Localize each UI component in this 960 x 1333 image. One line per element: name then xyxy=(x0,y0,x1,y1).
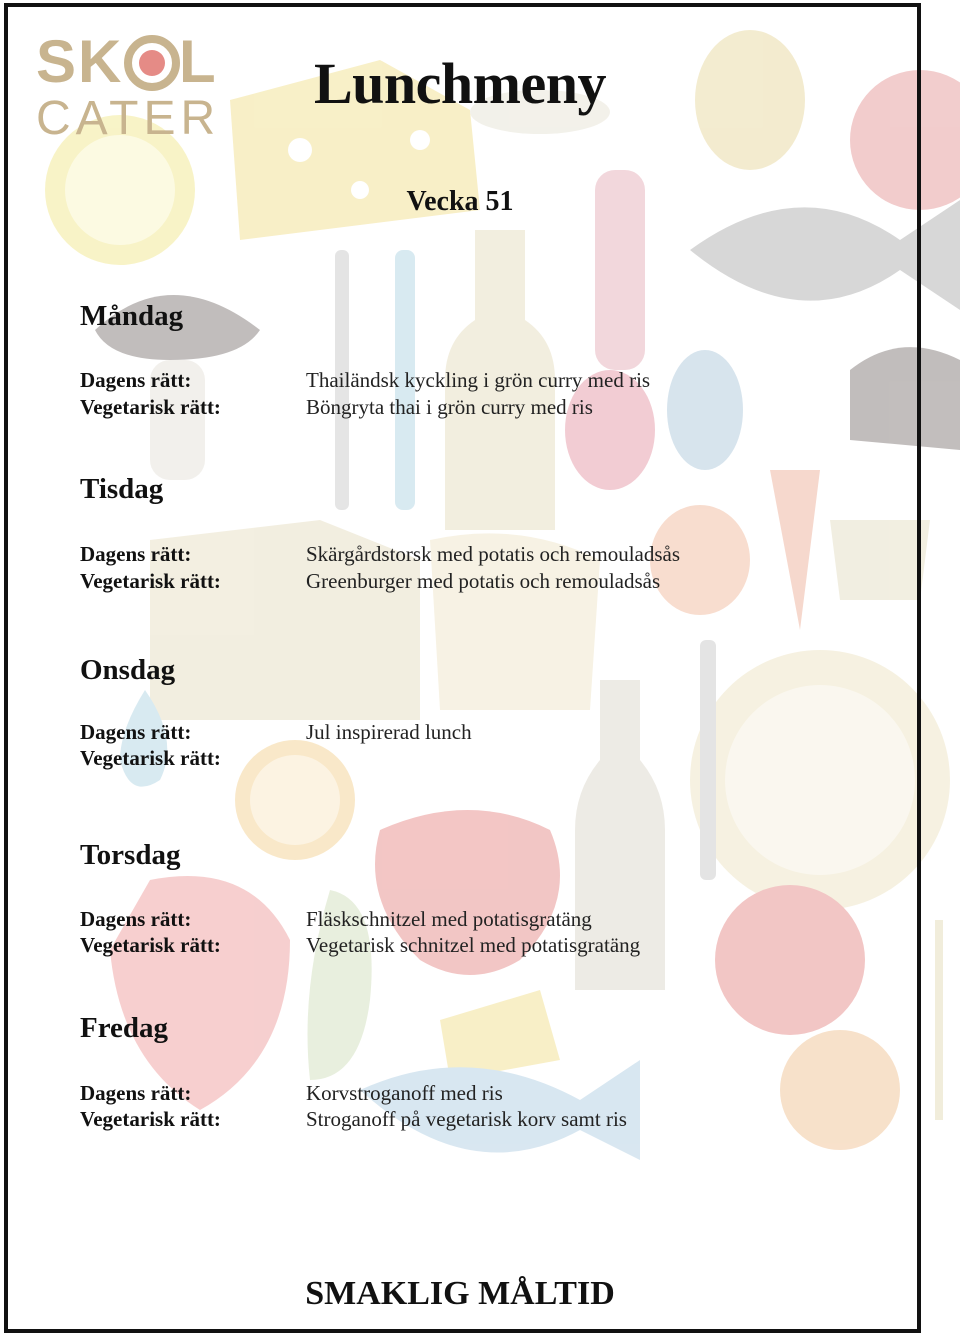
svg-text:CATER: CATER xyxy=(36,92,221,141)
veg-dish-label: Vegetarisk rätt: xyxy=(80,395,221,419)
main-dish-label: Dagens rätt: xyxy=(80,542,192,566)
main-dish-label: Dagens rätt: xyxy=(80,907,192,931)
day-heading-thursday: Torsdag xyxy=(80,839,181,871)
week-number: Vecka 51 xyxy=(406,186,514,217)
veg-dish-thursday: Vegetarisk schnitzel med potatisgratäng xyxy=(306,933,641,957)
main-dish-wednesday: Jul inspirerad lunch xyxy=(306,720,472,744)
veg-dish-tuesday: Greenburger med potatis och remouladsås xyxy=(306,569,661,593)
main-dish-tuesday: Skärgårdstorsk med potatis och remouladsås xyxy=(306,542,681,566)
main-dish-label: Dagens rätt: xyxy=(80,720,192,744)
veg-dish-label: Vegetarisk rätt: xyxy=(80,746,221,770)
main-dish-thursday: Fläskschnitzel med potatisgratäng xyxy=(306,907,592,931)
veg-dish-label: Vegetarisk rätt: xyxy=(80,569,221,593)
main-dish-label: Dagens rätt: xyxy=(80,368,192,392)
page-title: Lunchmeny xyxy=(313,51,606,116)
veg-dish-label: Vegetarisk rätt: xyxy=(80,1107,221,1131)
veg-dish-monday: Böngryta thai i grön curry med ris xyxy=(306,395,593,419)
svg-text:SK: SK xyxy=(36,28,124,95)
svg-text:L: L xyxy=(179,28,216,95)
main-dish-friday: Korvstroganoff med ris xyxy=(306,1081,503,1105)
day-heading-friday: Fredag xyxy=(80,1012,169,1044)
veg-dish-label: Vegetarisk rätt: xyxy=(80,933,221,957)
day-heading-tuesday: Tisdag xyxy=(80,473,164,505)
day-heading-wednesday: Onsdag xyxy=(80,654,176,686)
main-dish-label: Dagens rätt: xyxy=(80,1081,192,1105)
main-dish-monday: Thailändsk kyckling i grön curry med ris xyxy=(306,368,651,392)
footer-greeting: SMAKLIG MÅLTID xyxy=(305,1275,615,1312)
day-heading-monday: Måndag xyxy=(80,300,184,332)
veg-dish-friday: Stroganoff på vegetarisk korv samt ris xyxy=(306,1107,627,1131)
